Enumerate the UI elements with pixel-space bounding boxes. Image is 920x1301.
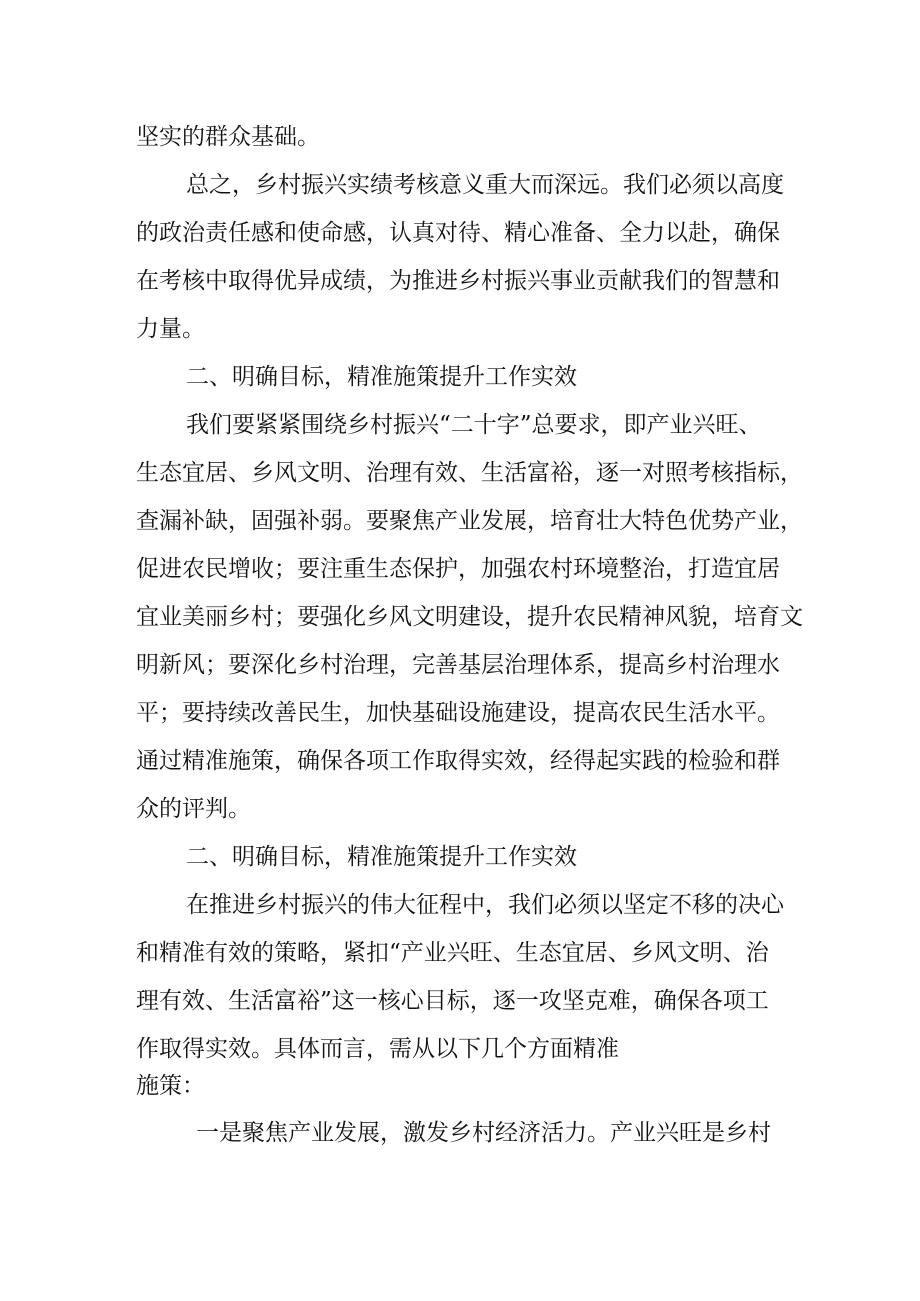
paragraph-line: 理有效、生活富裕”这一核心目标，逐一攻坚克难，确保各项工 — [136, 988, 769, 1014]
paragraph-line: 查漏补缺，固强补弱。要聚焦产业发展，培育壮大特色优势产业， — [136, 508, 803, 534]
paragraph-line: 坚实的群众基础。 — [136, 124, 320, 150]
paragraph-line: 平；要持续改善民生，加快基础设施建设，提高农民生活水平。 — [136, 700, 780, 726]
paragraph-line: 在推进乡村振兴的伟大征程中，我们必须以坚定不移的决心 — [186, 892, 784, 918]
section-heading: 二、明确目标，精准施策提升工作实效 — [186, 364, 577, 390]
paragraph-line: 宜业美丽乡村；要强化乡风文明建设，提升农民精神风貌，培育文 — [136, 604, 803, 630]
paragraph-line: 通过精准施策，确保各项工作取得实效，经得起实践的检验和群 — [136, 748, 780, 774]
paragraph-line: 众的评判。 — [136, 796, 251, 822]
paragraph-line: 的政治责任感和使命感，认真对待、精心准备、全力以赴，确保 — [136, 220, 780, 246]
paragraph-line: 明新风；要深化乡村治理，完善基层治理体系，提高乡村治理水 — [136, 652, 780, 678]
paragraph-line: 促进农民增收；要注重生态保护，加强农村环境整治，打造宜居 — [136, 556, 780, 582]
paragraph-line: 一是聚焦产业发展，激发乡村经济活力。产业兴旺是乡村 — [196, 1120, 771, 1146]
paragraph-line: 施策： — [136, 1073, 205, 1099]
paragraph-line: 生态宜居、乡风文明、治理有效、生活富裕，逐一对照考核指标， — [136, 460, 803, 486]
paragraph-line: 作取得实效。具体而言，需从以下几个方面精准 — [136, 1036, 619, 1062]
paragraph-line: 力量。 — [136, 316, 205, 342]
section-heading: 二、明确目标，精准施策提升工作实效 — [186, 844, 577, 870]
paragraph-line: 在考核中取得优异成绩，为推进乡村振兴事业贡献我们的智慧和 — [136, 268, 780, 294]
paragraph-line: 我们要紧紧围绕乡村振兴“二十字”总要求，即产业兴旺、 — [186, 412, 762, 438]
paragraph-line: 总之，乡村振兴实绩考核意义重大而深远。我们必须以高度 — [186, 172, 784, 198]
paragraph-line: 和精准有效的策略，紧扣“产业兴旺、生态宜居、乡风文明、治 — [136, 940, 769, 966]
